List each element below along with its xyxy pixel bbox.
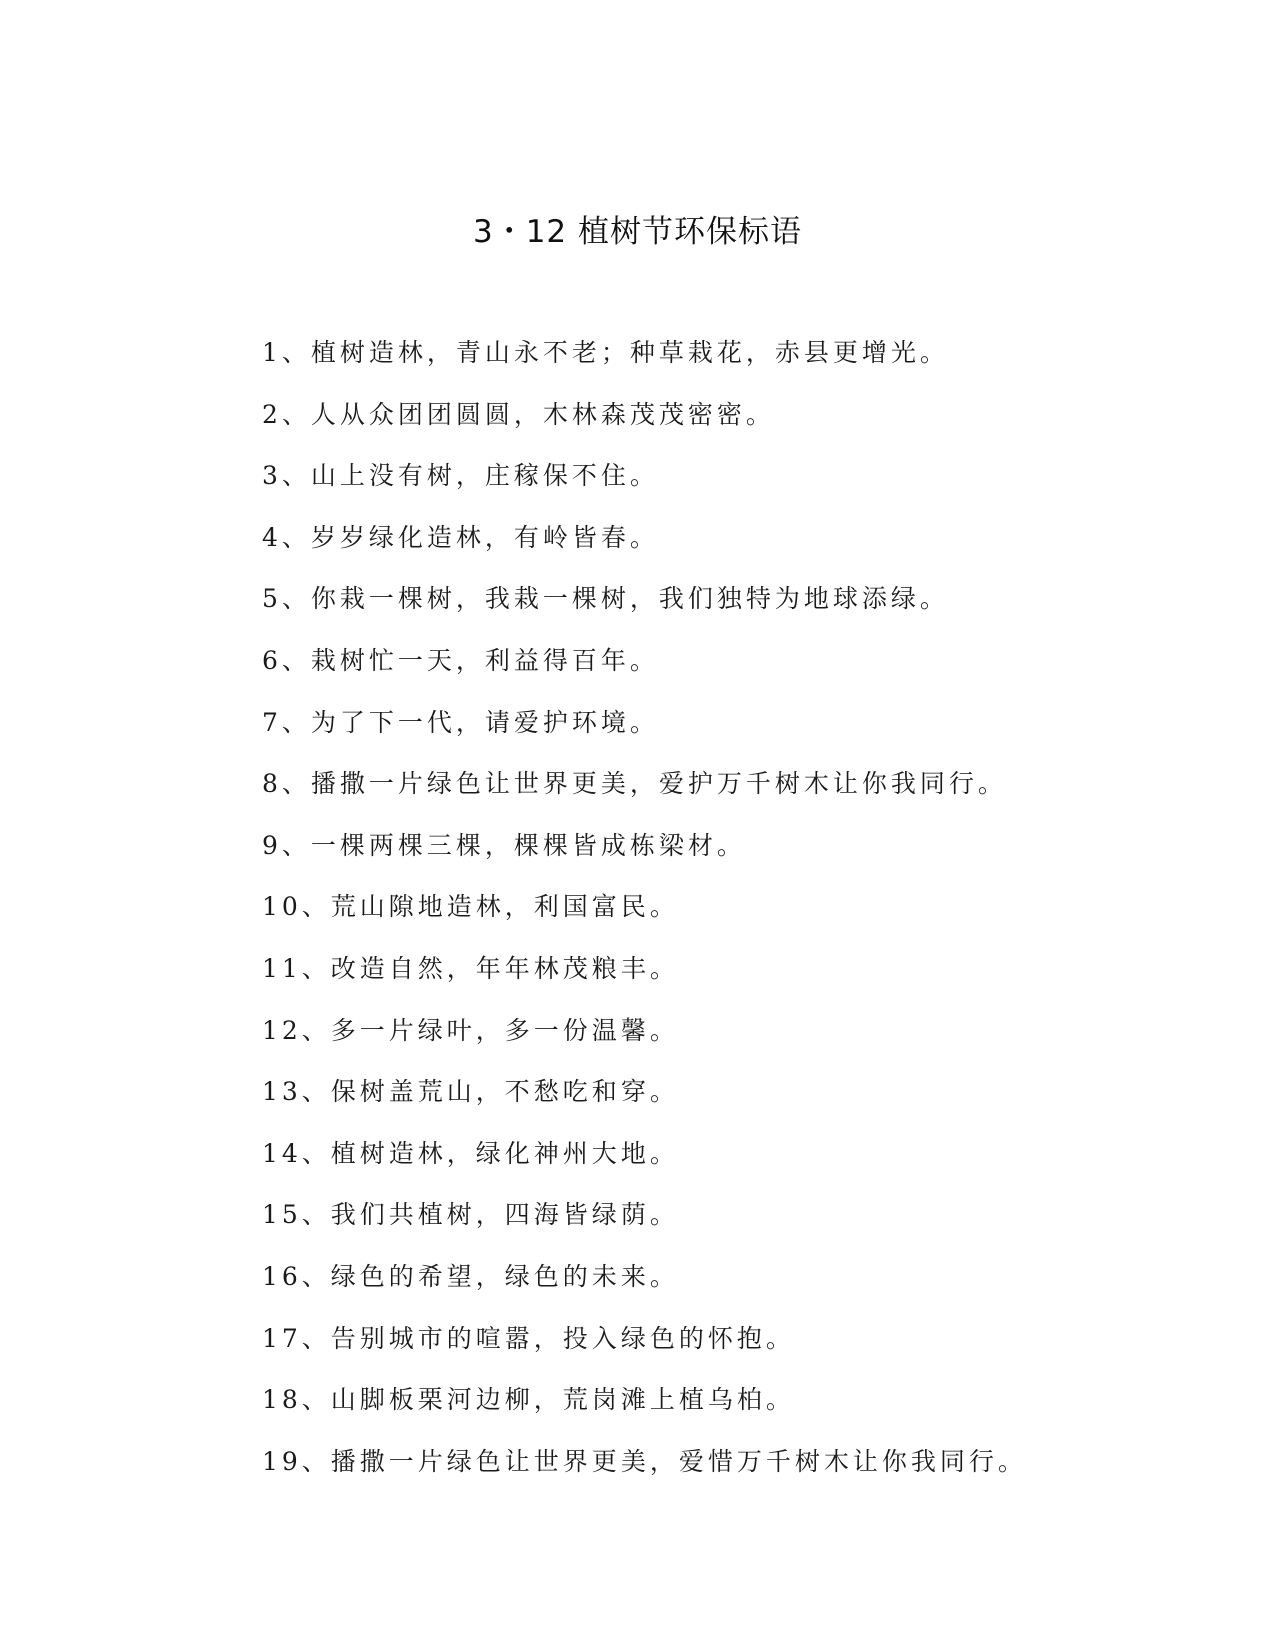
list-item: 6、栽树忙一天，利益得百年。: [262, 645, 659, 675]
list-item: 19、播撒一片绿色让世界更美，爱惜万千树木让你我同行。: [262, 1446, 1027, 1476]
list-item: 16、绿色的希望，绿色的未来。: [262, 1261, 679, 1291]
list-item: 12、多一片绿叶，多一份温馨。: [262, 1015, 679, 1045]
page-title: 3・12 植树节环保标语: [472, 214, 803, 250]
list-item: 10、荒山隙地造林，利国富民。: [262, 892, 679, 922]
list-item: 11、改造自然，年年林茂粮丰。: [262, 953, 679, 983]
list-item: 2、人从众团团圆圆，木林森茂茂密密。: [262, 399, 775, 429]
list-item: 5、你栽一棵树，我栽一棵树，我们独特为地球添绿。: [262, 584, 949, 614]
list-item: 3、山上没有树，庄稼保不住。: [262, 461, 659, 491]
list-item: 1、植树造林，青山永不老；种草栽花，赤县更增光。: [262, 338, 949, 367]
list-item: 13、保树盖荒山，不愁吃和穿。: [262, 1077, 679, 1107]
list-item: 8、播撒一片绿色让世界更美，爱护万千树木让你我同行。: [262, 769, 1007, 799]
list-item: 15、我们共植树，四海皆绿荫。: [262, 1200, 679, 1230]
slogan-list: [262, 331, 1027, 1501]
list-item: 9、一棵两棵三棵，棵棵皆成栋梁材。: [262, 830, 746, 860]
list-item: 14、植树造林，绿化神州大地。: [262, 1138, 679, 1168]
list-item: 7、为了下一代，请爱护环境。: [262, 707, 659, 737]
list-item: 4、岁岁绿化造林，有岭皆春。: [262, 522, 659, 552]
list-item: 17、告别城市的喧嚣，投入绿色的怀抱。: [262, 1323, 795, 1353]
list-item: 18、山脚板栗河边柳，荒岗滩上植乌柏。: [262, 1385, 795, 1415]
